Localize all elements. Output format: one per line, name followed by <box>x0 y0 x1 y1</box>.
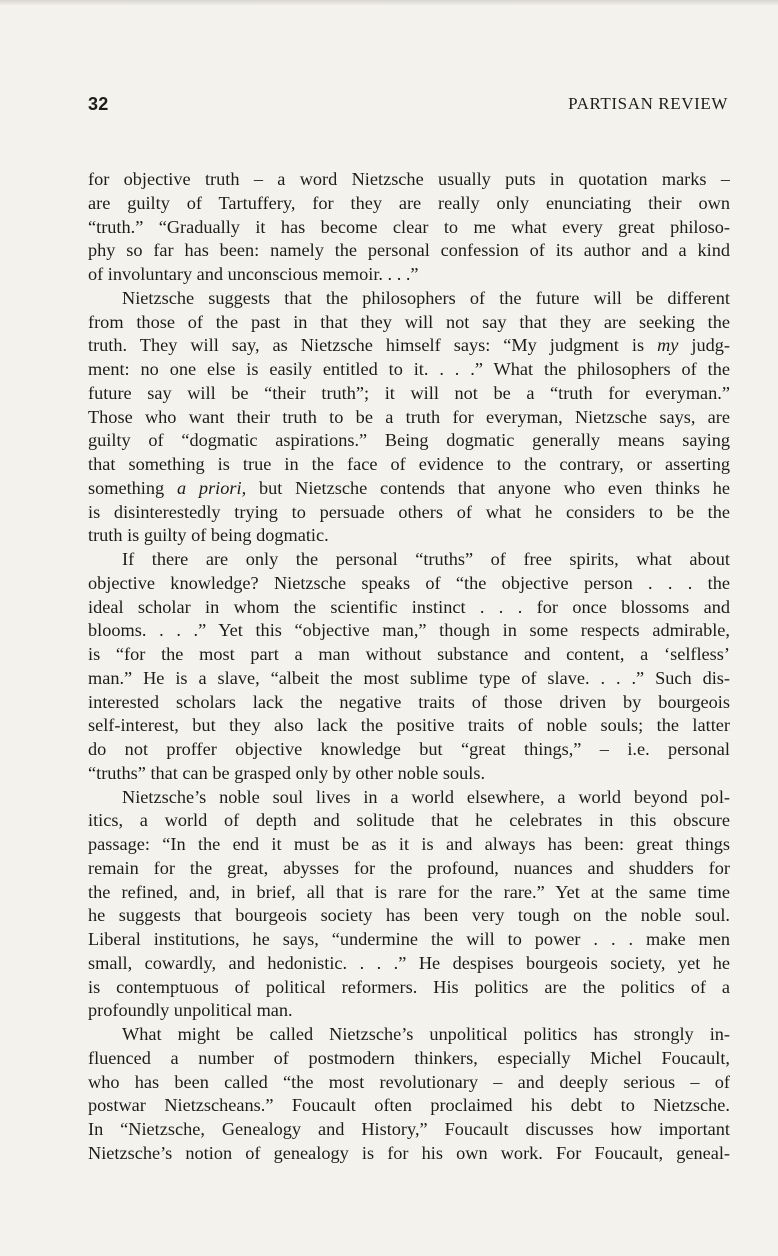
text-line: that something is true in the face of evidence to the contrary, or asserting <box>88 454 730 474</box>
text-line: fluenced a number of postmodern thinkers, especially Michel Foucault, <box>88 1047 730 1068</box>
text-line: future say will be “their truth”; it will not be a “truth for everyman.” <box>88 382 730 403</box>
text-line: guilty of “dogmatic aspirations.” Being dogmatic generally means saying <box>88 430 730 451</box>
text-line: passage: “In the end it must be as it is and always has been: great things <box>88 834 730 854</box>
text-line: Liberal institutions, he says, “undermine the will to power . . . make men <box>88 929 730 949</box>
text-line: In “Nietzsche, Genealogy and History,” Foucault discusses how important <box>88 1119 730 1139</box>
text-line <box>88 334 730 358</box>
italic-text: a priori, <box>176 477 247 498</box>
text-line: he suggests that bourgeois society has been very tough on the noble soul. <box>88 905 730 926</box>
text-line: blooms. . . .” Yet this “objective man,” though in some respects admirable, <box>88 620 730 641</box>
text-line: do not proffer objective knowledge but “great things,” – i.e. personal <box>88 739 730 759</box>
text-line: is “for the most part a man without substance and content, a ‘selfless’ <box>88 644 730 664</box>
text-line: itics, a world of depth and solitude that he celebrates in this obscure <box>88 810 730 831</box>
text-run: something <box>88 477 177 498</box>
text-line: postwar Nietzscheans.” Foucault often proclaimed his debt to Nietzsche. <box>88 1095 730 1116</box>
text-line: the refined, and, in brief, all that is rare for the rare.” Yet at the same time <box>88 881 730 902</box>
paragraph-3 <box>88 548 730 786</box>
text-line: remain for the great, abysses for the profound, nuances and shudders for <box>88 857 730 878</box>
text-line: phy so far has been: namely the personal confession of its author and a kind <box>88 240 730 261</box>
text-run: but Nietzsche contends that anyone who even thinks he <box>246 477 730 498</box>
text-line: for objective truth – a word Nietzsche usually puts in quotation marks – <box>88 169 730 189</box>
text-line: What might be called Nietzsche’s unpolitical politics has strongly in- <box>122 1024 730 1044</box>
text-line: Nietzsche’s notion of genealogy is for his own work. For Foucault, geneal- <box>88 1142 730 1163</box>
text-line: self-interest, but they also lack the positive traits of noble souls; the latter <box>88 715 730 736</box>
text-line: is contemptuous of political reformers. His politics are the politics of a <box>88 976 730 997</box>
text-line: small, cowardly, and hedonistic. . . .” He despises bourgeois society, yet he <box>88 952 730 973</box>
text-line: ideal scholar in whom the scientific instinct . . . for once blossoms and <box>88 596 730 617</box>
page-header <box>88 94 728 120</box>
text-line: Nietzsche suggests that the philosophers of the future will be different <box>122 287 730 308</box>
running-head: PARTISAN REVIEW <box>568 94 728 113</box>
text-line: are guilty of Tartuffery, for they are really only enunciating their own <box>88 192 730 213</box>
text-line: man.” He is a slave, “albeit the most sublime type of slave. . . .” Such dis- <box>88 667 730 688</box>
text-line: Those who want their truth to be a truth for everyman, Nietzsche says, are <box>88 406 730 427</box>
text-line: If there are only the personal “truths” of free spirits, what about <box>122 549 730 569</box>
text-line: of involuntary and unconscious memoir. . . .” <box>88 264 419 284</box>
text-line: from those of the past in that they will not say that they are seeking the <box>88 311 730 332</box>
page-top-edge <box>0 0 778 6</box>
paragraph-5 <box>88 1023 730 1166</box>
body-text <box>88 168 730 1166</box>
italic-text: my <box>657 335 679 356</box>
text-line: who has been called “the most revolutionary – and deeply serious – of <box>88 1071 730 1092</box>
text-line: “truth.” “Gradually it has become clear to me what every great philoso- <box>88 216 730 237</box>
paragraph-1 <box>88 168 730 287</box>
text-line: is disinterestedly trying to persuade others of what he considers to be the <box>88 501 730 522</box>
text-line: objective knowledge? Nietzsche speaks of “the objective person . . . the <box>88 572 730 593</box>
text-line: Nietzsche’s noble soul lives in a world elsewhere, a world beyond pol- <box>122 786 730 807</box>
text-line <box>88 477 730 501</box>
text-line: interested scholars lack the negative traits of those driven by bourgeois <box>88 691 730 712</box>
paragraph-4 <box>88 786 730 1024</box>
text-run: truth. They will say, as Nietzsche himself says: “My judgment is <box>88 335 658 356</box>
paragraph-2 <box>88 287 730 548</box>
text-line: truth is guilty of being dogmatic. <box>88 525 329 546</box>
text-line: “truths” that can be grasped only by other noble souls. <box>88 762 486 783</box>
text-run: judg- <box>678 335 730 356</box>
text-line: profoundly unpolitical man. <box>88 1000 293 1021</box>
page-number: 32 <box>88 94 109 114</box>
text-line: ment: no one else is easily entitled to it. . . .” What the philosophers of the <box>88 359 730 379</box>
